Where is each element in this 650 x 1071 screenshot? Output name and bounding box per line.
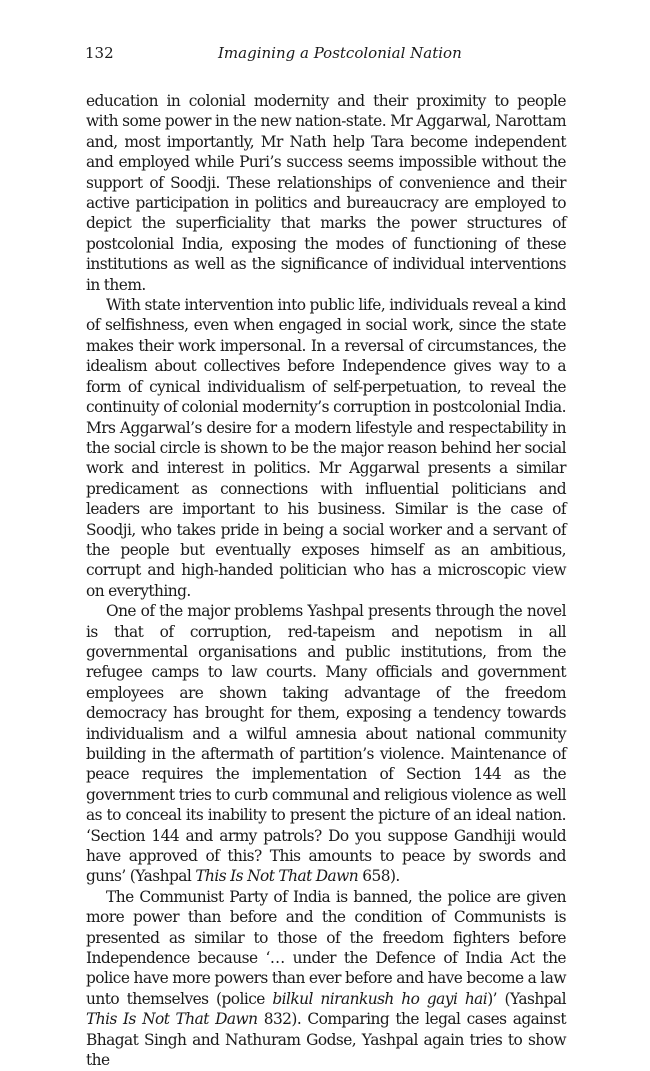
text-span: One of the major problems Yashpal presents through the novel is that of corruption, red-tapeism and nepotism in all governmental organisations and public institutions, from the refugee camps to law courts. Many officials and government employees are shown taking advantage of the freedom democracy has brought for them, exposing a tendency towards individualism and a wilful amnesia about national community building in the aftermath of partition’s violence. Maintenance of peace requires the implementation of Section 144 as the government tries to curb communal and religious violence as well as to conceal its inability to present the picture of an ideal nation. ‘Section 144 and army patrols? Do you suppose Gandhiji would have approved of this? This amounts to peace by swords and guns’ (Yashpal xyxy=(86,602,566,886)
paragraph xyxy=(86,601,566,887)
italic-title: This Is Not That Dawn xyxy=(195,867,359,886)
text-span: 832). Comparing the legal cases against Bhagat Singh and Nathuram Godse, Yashpal again tries to show the xyxy=(86,1010,566,1070)
paragraph xyxy=(86,295,566,601)
text-span: education in colonial modernity and their proximity to people with some power in the new nation-state. Mr Aggarwal, Narottam and, most importantly, Mr Nath help Tara become independent and employed while Puri’s success seems impossible without the support of Soodji. These relationships of convenience and their active participation in politics and bureaucracy are employed to depict the superficiality that marks the power structures of postcolonial India, exposing the modes of functioning of these institutions as well as the significance of individual interventions in them. xyxy=(86,92,566,294)
text-span: With state intervention into public life, individuals reveal a kind of selfishness, even when engaged in social work, since the state makes their work impersonal. In a reversal of circumstances, the idealism about collectives before Independence gives way to a form of cynical individualism of self-perpetuation, to reveal the continuity of colonial modernity’s corruption in postcolonial India. Mrs Aggarwal’s desire for a modern lifestyle and respectability in the social circle is shown to be the major reason behind her social work and interest in politics. Mr Aggarwal presents a similar predicament as connections with influential politicians and leaders are important to his business. Similar is the case of Soodji, who takes pride in being a social worker and a servant of the people but eventually exposes himself as an ambitious, corrupt and high-handed politician who has a microscopic view on everything. xyxy=(86,296,566,600)
page-number: 132 xyxy=(85,44,114,62)
paragraph xyxy=(86,887,566,1071)
page-header xyxy=(85,44,565,66)
italic-title: This Is Not That Dawn xyxy=(86,1010,258,1029)
body-text xyxy=(86,91,566,1071)
text-span: )’ (Yashpal xyxy=(487,989,566,1008)
text-span: 658). xyxy=(358,867,400,886)
paragraph xyxy=(86,91,566,295)
running-title: Imagining a Postcolonial Nation xyxy=(218,44,462,62)
italic-phrase: bilkul nirankush ho gayi hai xyxy=(272,989,488,1008)
text-span: The Communist Party of India is banned, the police are given more power than before and the condition of Communists is presented as similar to those of the freedom fighters before Independence because ‘… under the Defence of India Act the police have more powers than ever before and have become a law unto themselves (police xyxy=(86,887,566,1008)
